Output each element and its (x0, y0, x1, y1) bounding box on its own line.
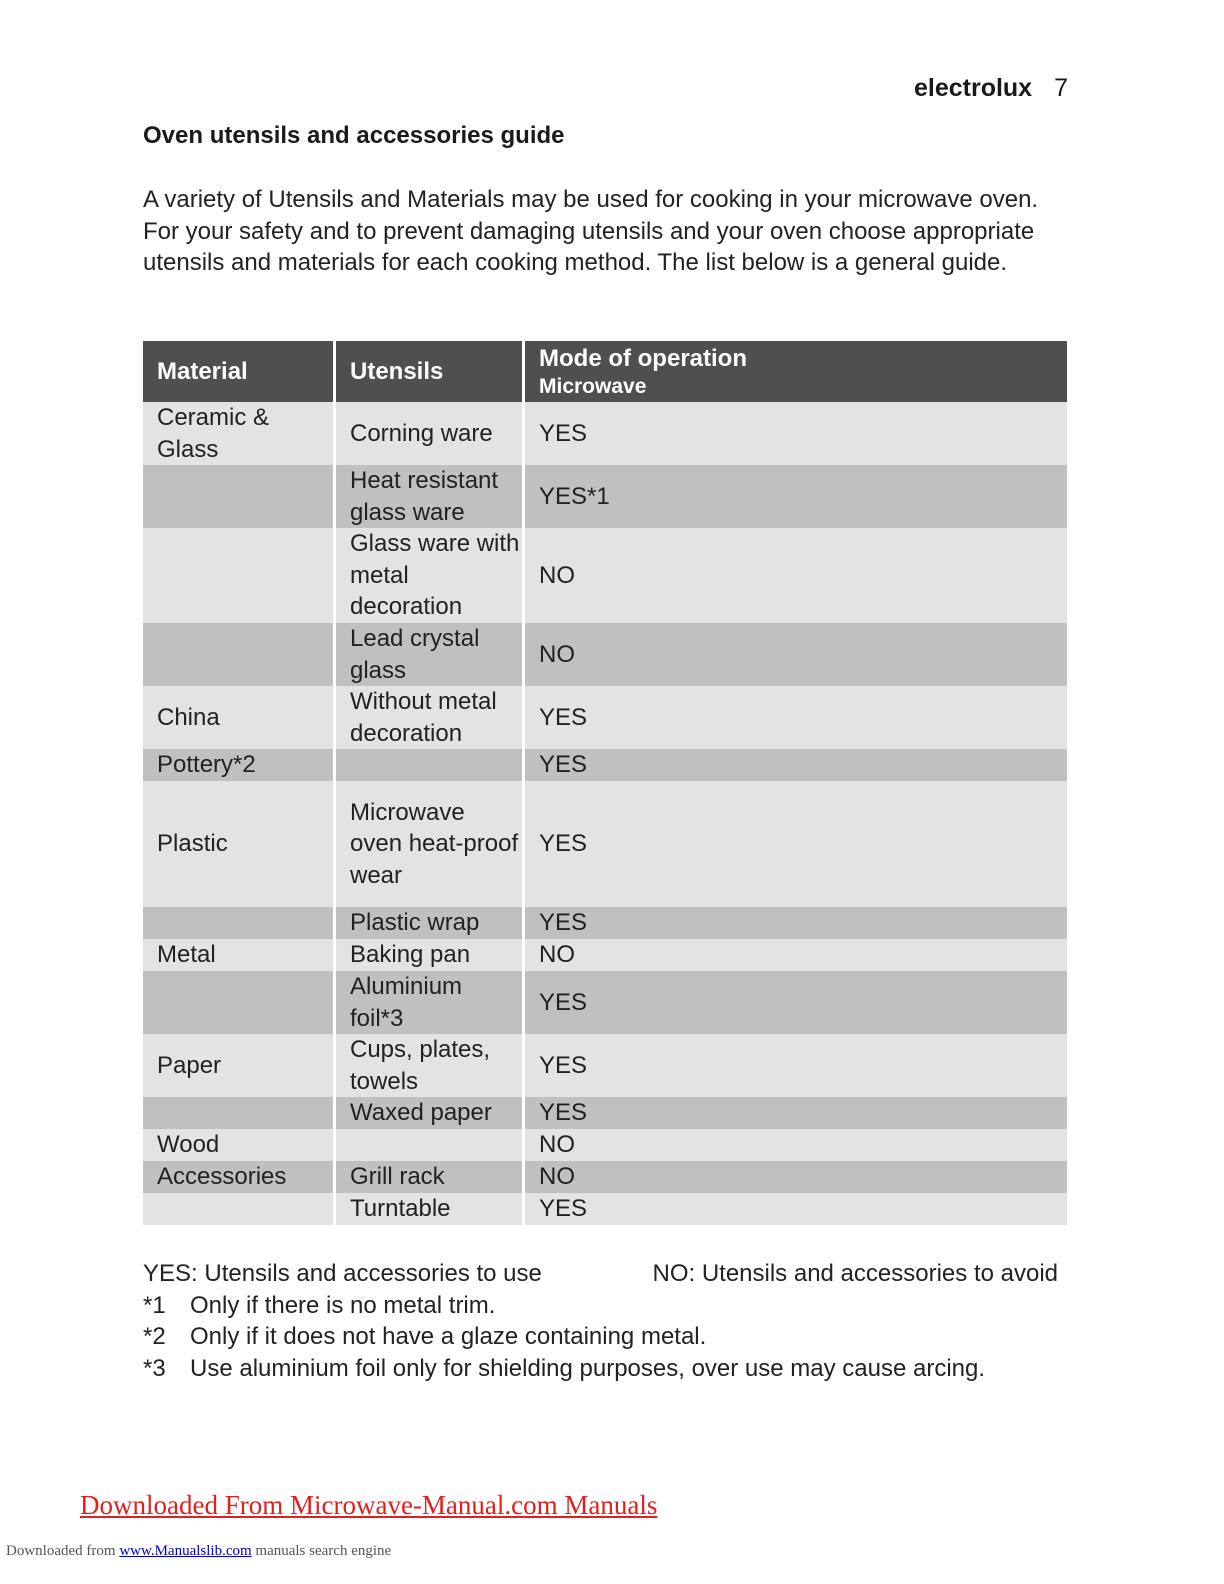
header-material: Material (143, 341, 336, 402)
table-header-row (143, 341, 1067, 402)
header-mode-sub: Microwave (539, 374, 647, 398)
microwave-cell: NO (525, 1161, 1067, 1193)
table-row (143, 749, 1067, 781)
page-number: 7 (1054, 74, 1068, 102)
utensil-cell (336, 1129, 525, 1161)
footer (6, 1543, 391, 1560)
table-row (143, 1034, 1067, 1097)
utensil-cell: Turntable (336, 1193, 525, 1225)
utensil-cell: Plastic wrap (336, 907, 525, 939)
material-cell: Accessories (143, 1161, 336, 1193)
table-row (143, 781, 1067, 907)
material-cell (143, 465, 336, 528)
footnote-mark: *2 (143, 1323, 166, 1351)
material-cell: Paper (143, 1034, 336, 1097)
material-cell: China (143, 686, 336, 749)
legend-no: NO: Utensils and accessories to avoid (652, 1260, 1058, 1287)
material-cell: Pottery*2 (143, 749, 336, 781)
footnote (143, 1321, 1058, 1353)
material-cell: Ceramic & Glass (143, 402, 336, 465)
page-header (914, 74, 1068, 103)
utensil-cell: Aluminium foil*3 (336, 971, 525, 1034)
header-utensils: Utensils (336, 341, 525, 402)
footnote-text: Only if it does not have a glaze containing metal. (190, 1323, 707, 1351)
material-cell (143, 528, 336, 623)
header-mode (525, 341, 1067, 402)
legend-yes: YES: Utensils and accessories to use (143, 1260, 542, 1287)
utensil-cell (336, 749, 525, 781)
material-cell (143, 623, 336, 686)
legend (143, 1258, 1058, 1385)
microwave-cell: YES (525, 1034, 1067, 1097)
header-mode-title: Mode of operation (539, 344, 747, 372)
material-cell (143, 971, 336, 1034)
footnote (143, 1353, 1058, 1385)
microwave-cell: NO (525, 939, 1067, 971)
material-cell: Metal (143, 939, 336, 971)
utensil-cell: Lead crystal glass (336, 623, 525, 686)
microwave-cell: YES (525, 686, 1067, 749)
brand-name: electrolux (913, 74, 1033, 102)
material-cell (143, 1193, 336, 1225)
microwave-cell: YES (525, 781, 1067, 907)
microwave-cell: YES (525, 971, 1067, 1034)
material-cell (143, 1097, 336, 1129)
utensil-cell: Glass ware with metal decoration (336, 528, 525, 623)
table-row (143, 465, 1067, 528)
table-row (143, 686, 1067, 749)
table-row (143, 528, 1067, 623)
utensil-cell: Waxed paper (336, 1097, 525, 1129)
microwave-cell: NO (525, 528, 1067, 623)
material-cell (143, 907, 336, 939)
intro-paragraph: A variety of Utensils and Materials may be used for cooking in your microwave oven. For your safety and to prevent damaging utensils and your oven choose appropriate utensils and materials for each cooking method. The list below is a general guide. (143, 186, 1039, 277)
download-source-link[interactable]: Downloaded From Microwave-Manual.com Manuals (80, 1490, 658, 1520)
material-cell: Plastic (143, 781, 336, 907)
microwave-cell: NO (525, 623, 1067, 686)
utensil-cell: Corning ware (336, 402, 525, 465)
material-cell: Wood (143, 1129, 336, 1161)
footnote-mark: *1 (143, 1291, 166, 1319)
microwave-cell: YES (525, 1097, 1067, 1129)
utensil-cell: Microwave oven heat-proof wear (336, 781, 525, 907)
footer-prefix: Downloaded from (6, 1543, 116, 1559)
utensil-cell: Baking pan (336, 939, 525, 971)
table-row (143, 907, 1067, 939)
microwave-cell: YES (525, 402, 1067, 465)
legend-key (143, 1258, 1058, 1290)
table-row (143, 939, 1067, 971)
table-row (143, 402, 1067, 465)
table-row (143, 1097, 1067, 1129)
footnote-mark: *3 (143, 1355, 166, 1383)
table-row (143, 623, 1067, 686)
utensil-cell: Without metal decoration (336, 686, 525, 749)
page-title: Oven utensils and accessories guide (143, 122, 565, 149)
microwave-cell: YES (525, 749, 1067, 781)
footnote (143, 1290, 1058, 1322)
table-row (143, 1129, 1067, 1161)
manualslib-link[interactable]: www.Manualslib.com (119, 1543, 252, 1559)
footnote-text: Use aluminium foil only for shielding purposes, over use may cause arcing. (190, 1355, 986, 1383)
footnote-text: Only if there is no metal trim. (190, 1291, 496, 1319)
utensils-table (143, 341, 1067, 1225)
footer-suffix: manuals search engine (255, 1543, 392, 1559)
utensil-cell: Cups, plates, towels (336, 1034, 525, 1097)
microwave-cell: YES (525, 907, 1067, 939)
utensil-cell: Grill rack (336, 1161, 525, 1193)
table-row (143, 1193, 1067, 1225)
microwave-cell: YES (525, 1193, 1067, 1225)
table-row (143, 971, 1067, 1034)
microwave-cell: YES*1 (525, 465, 1067, 528)
table-row (143, 1161, 1067, 1193)
microwave-cell: NO (525, 1129, 1067, 1161)
utensil-cell: Heat resistant glass ware (336, 465, 525, 528)
